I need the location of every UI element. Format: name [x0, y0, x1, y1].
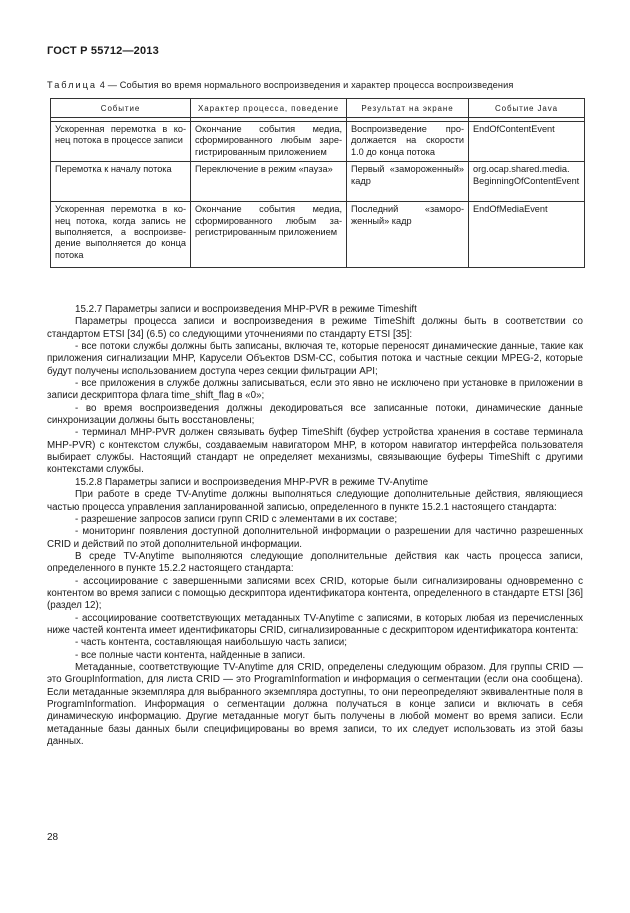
table-cell: org.ocap.shared.media. BeginningOfContentEvent [469, 162, 585, 202]
events-table [50, 98, 585, 268]
table-header-row [51, 99, 585, 118]
table-row [51, 202, 585, 268]
list-item: - все потоки службы должны быть записаны, включая те, которые переносят динамические данные, такие как приложения сигнализации MHP, Карусели Объектов DSM-CC, события потока и частные секции MPEG-2, которые будут получены использованием доступа через секции фильтрации API; [47, 341, 583, 377]
paragraph: При работе в среде TV-Anytime должны выполняться следующие дополнительные действия, являющиеся частью процесса управления запланированной записью, определенного в пункте 15.2.1 настоящего стандарта: [47, 489, 583, 513]
list-item: - мониторинг появления доступной дополнительной информации о разрешении для частично разрешенных CRID и действий по этой дополнительной информации. [47, 526, 583, 550]
table-cell: Воспроизведение продолжается на скорости 1.0 до конца потока [347, 122, 469, 162]
document-header: ГОСТ Р 55712—2013 [47, 45, 159, 57]
list-item: - разрешение запросов записи групп CRID с элементами в их составе; [75, 513, 398, 525]
list-item: - все полные части контента, найденные в записи. [75, 649, 306, 661]
table-cell: Ускоренная перемотка в конец потока, когда запись не выполняется, а воспроизведение выполняется до конца потока [51, 202, 191, 268]
paragraph: Параметры процесса записи и воспроизведения в режиме TimeShift должны быть в соответствии со стандартом ETSI [34] (6.5) со следующими уточнениями по стандарту ETSI [35]: [47, 316, 583, 340]
list-item: - терминал MHP-PVR должен связывать буфер TimeShift (буфер устройства хранения в составе терминала MHP-PVR) с контекстом службы, создаваемым навигатором MHP, в котором навигатор интерфейса пользователя выбирает службы. Настоящий стандарт не определяет механизмы, связывающие буферы TimeShift с другими контекстами службы. [47, 427, 583, 476]
table-cell: EndOfContentEvent [469, 122, 585, 162]
table-cell: Окончание события медиа, сформированного любым зарегистрированным приложением [191, 202, 347, 268]
table-caption [47, 80, 514, 90]
column-header-behavior: Характер процесса, поведение [191, 99, 347, 118]
table-cell: EndOfMediaEvent [469, 202, 585, 268]
paragraph: Метаданные, соответствующие TV-Anytime для CRID, определены следующим образом. Для группы CRID — это GroupInformation, для листа CRID — это ProgramInformation и информация о сегментации (если она сообщена). Если метаданные экземпляра для выбранного экземпляра доступны, то они переопределяют эквивалентные поля в ProgramInformation. Информация о сегментации должна получаться в конце записи и включать в себя динамическую информацию. Другие метаданные могут быть получены в любой момент во время записи. Если метаданные базы данных были специфицированы во время записи, то их следует использовать из этой базы данных. [47, 661, 583, 748]
section-heading: 15.2.7 Параметры записи и воспроизведения MHP-PVR в режиме Timeshift [75, 304, 417, 315]
list-item: - во время воспроизведения должны декодироваться все записанные потоки, динамические данные синхронизации должны быть восстановлены; [47, 402, 583, 427]
column-header-java-event: Событие Java [469, 99, 585, 118]
table-cell: Первый «замороженный» кадр [347, 162, 469, 202]
table-cell: Последний «замороженный» кадр [347, 202, 469, 268]
section-heading: 15.2.8 Параметры записи и воспроизведения MHP-PVR в режиме TV-Anytime [75, 476, 429, 488]
list-item: - ассоциирование соответствующих метаданных TV-Anytime с записями, в которых любая из перечисленных ниже частей контента имеет идентификаторы CRID, сигнализированные с дескриптором идентификатора контента: [47, 612, 583, 636]
page-number: 28 [47, 832, 59, 843]
table-row [51, 122, 585, 162]
body-text [47, 304, 583, 748]
column-header-event: Событие [51, 99, 191, 118]
table-cell: Переключение в режим «пауза» [191, 162, 347, 202]
paragraph: В среде TV-Anytime выполняются следующие дополнительные действия как часть процесса записи, определенного в пункте 15.2.2 настоящего стандарта: [47, 550, 583, 575]
table-cell: Перемотка к началу потока [51, 162, 191, 202]
table-caption-text: 4 — События во время нормального воспроизведения и характер процесса воспроизведения [97, 80, 514, 90]
table-row [51, 162, 585, 202]
list-item: - часть контента, составляющая наибольшую часть записи; [75, 637, 347, 649]
table-cell: Ускоренная перемотка в конец потока в процессе записи [51, 122, 191, 162]
table-cell: Окончание события медиа, сформированного любым зарегистрированным приложением [191, 122, 347, 162]
column-header-screen-result: Результат на экране [347, 99, 469, 118]
list-item: - ассоциирование с завершенными записями всех CRID, которые были сигнализированы одновременно с контентом во время записи с помощью дескриптора идентификатора контента, определенного в стандарте ETSI [36] (раздел 12); [47, 575, 583, 612]
table-caption-word: Таблица [47, 80, 98, 90]
list-item: - все приложения в службе должны записываться, если это явно не исключено при установке в приложении в записи дескриптора флага time_shift_flag в «0»; [47, 378, 583, 402]
